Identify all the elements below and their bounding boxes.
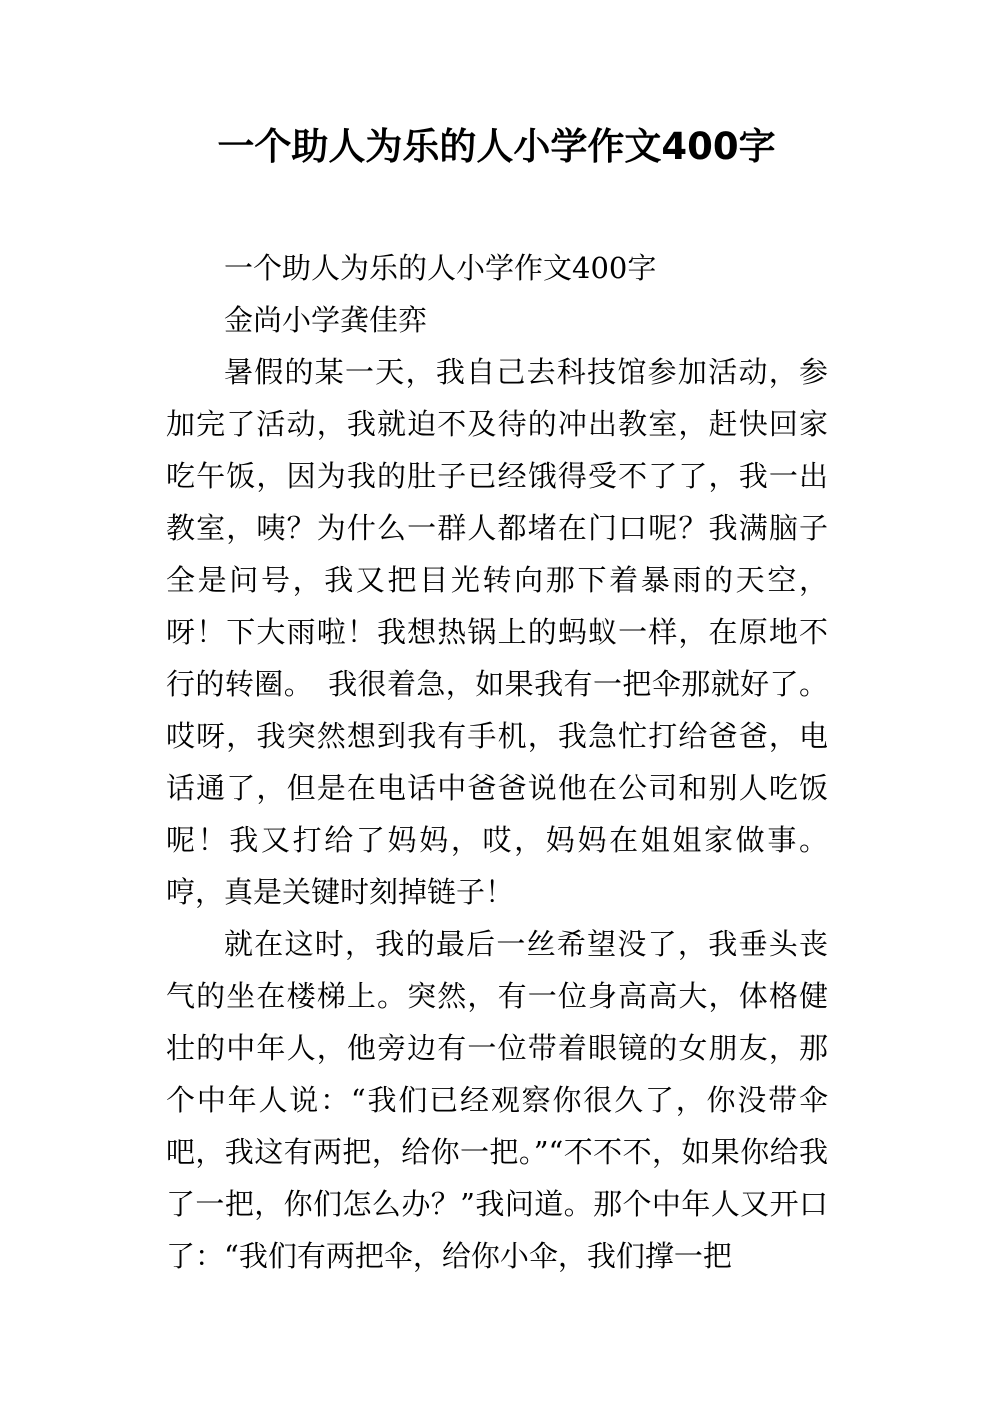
paragraph-author: 金尚小学龚佳弈: [224, 303, 428, 337]
document-body: [166, 242, 828, 1282]
paragraph-subtitle: 一个助人为乐的人小学作文400字: [224, 251, 657, 285]
paragraph-2: 就在这时，我的最后一丝希望没了，我垂头丧气的坐在楼梯上。突然，有一位身高高大，体格健壮的中年人，他旁边有一位带着眼镜的女朋友，那个中年人说：“我们已经观察你很久了，你没带伞吧，我这有两把，给你一把。”“不不不，如果你给我了一把，你们怎么办？”我问道。那个中年人又开口了：“我们有两把伞，给你小伞，我们撑一把: [166, 927, 828, 1273]
document-title: 一个助人为乐的人小学作文400字: [217, 125, 776, 168]
paragraph-1: 暑假的某一天，我自己去科技馆参加活动，参加完了活动，我就迫不及待的冲出教室，赶快回家吃午饭，因为我的肚子已经饿得受不了了，我一出教室，咦？为什么一群人都堵在门口呢？我满脑子全是问号，我又把目光转向那下着暴雨的天空，呀！下大雨啦！我想热锅上的蚂蚁一样，在原地不行的转圈。 我很着急，如果我有一把伞那就好了。哎呀，我突然想到我有手机，我急忙打给爸爸，电话通了，但是在电话中爸爸说他在公司和别人吃饭呢！我又打给了妈妈，哎，妈妈在姐姐家做事。哼，真是关键时刻掉链子！: [166, 355, 828, 909]
